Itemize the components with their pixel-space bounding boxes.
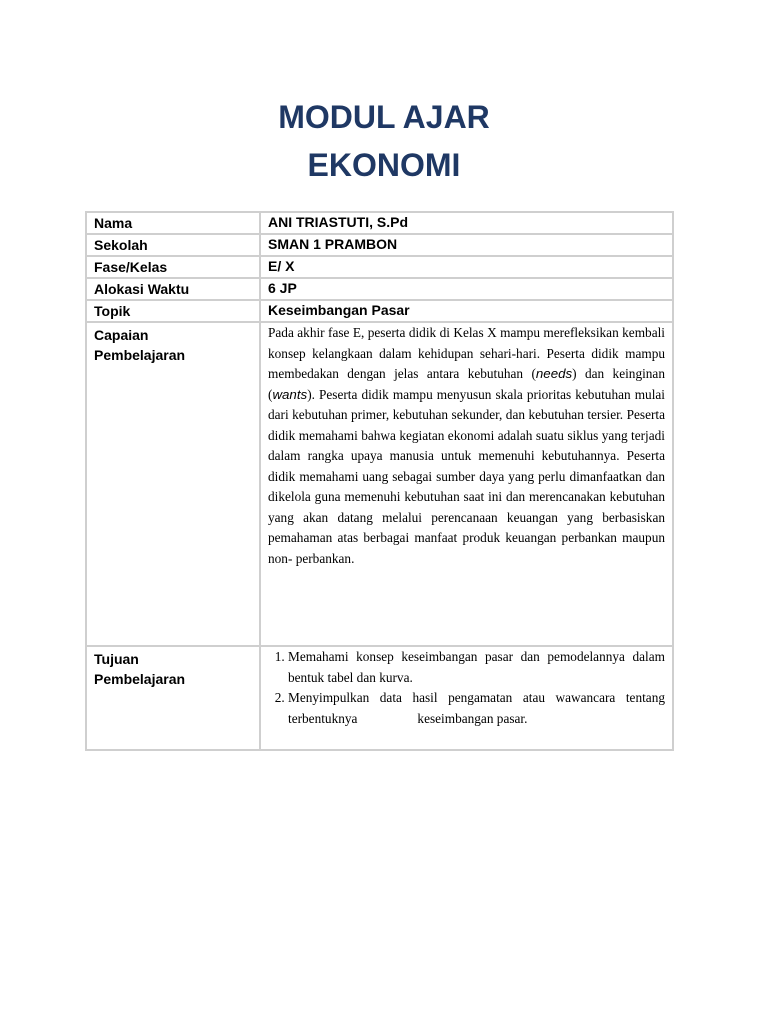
table-row-topik: [86, 300, 673, 322]
table-row-capaian: [86, 322, 673, 646]
label-topik: Topik: [86, 300, 260, 322]
label-tujuan-line1: Tujuan: [94, 651, 139, 667]
goal-item-1: 1. Memahami konsep keseimbangan pasar dan pemodelannya dalam bentuk tabel dan kurva.: [288, 647, 665, 688]
capaian-text-b: ) dan keinginan (: [268, 366, 665, 402]
goal-list: [268, 647, 665, 729]
document-title-line1: MODUL AJAR: [278, 99, 490, 135]
value-sekolah: SMAN 1 PRAMBON: [260, 234, 673, 256]
label-alokasi: Alokasi Waktu: [86, 278, 260, 300]
label-nama: Nama: [86, 212, 260, 234]
table-row-fase: [86, 256, 673, 278]
table-row-sekolah: [86, 234, 673, 256]
label-capaian-line1: Capaian: [94, 327, 149, 343]
value-alokasi: 6 JP: [260, 278, 673, 300]
capaian-text-a: Pada akhir fase E, peserta didik di Kelas X mampu merefleksikan kembali konsep kelangkaan dalam kehidupan sehari-hari. Peserta didik mampu membedakan dengan jelas antara kebutuhan (: [268, 325, 665, 381]
table-row-nama: [86, 212, 673, 234]
module-info-table: [85, 211, 674, 751]
label-capaian: [86, 322, 260, 646]
document-title-line2: EKONOMI: [307, 147, 461, 183]
value-topik: Keseimbangan Pasar: [260, 300, 673, 322]
goal-item-2-text: Menyimpulkan data hasil pengamatan atau wawancara tentang terbentuknya: [288, 690, 665, 726]
table-row-tujuan: [86, 646, 673, 750]
capaian-text-c: ). Peserta didik mampu menyusun skala prioritas kebutuhan mulai dari kebutuhan primer, kebutuhan sekunder, dan kebutuhan tersier. Peserta didik memahami bahwa kegiatan ekonomi adalah suatu siklus yang terjadi dalam rangka upaya manusia untuk memenuhi kebutuhannya. Peserta didik memahami uang sebagai sumber daya yang perlu dimanfaatkan dan dikelola guna memenuhi kebutuhan saat ini dan merencanakan kebutuhan yang akan datang melalui perencanaan keuangan yang berbasiskan pemahaman atas berbagai manfaat produk keuangan perbankan maupun non- perbankan.: [268, 386, 665, 566]
capaian-paragraph: [260, 322, 673, 646]
label-tujuan-line2: Pembelajaran: [94, 671, 186, 687]
table-row-alokasi: [86, 278, 673, 300]
label-fase: Fase/Kelas: [86, 256, 260, 278]
value-nama: ANI TRIASTUTI, S.Pd: [260, 212, 673, 234]
label-tujuan: [86, 646, 260, 750]
goal-item-2-tail: keseimbangan pasar.: [417, 710, 528, 726]
value-fase: E/ X: [260, 256, 673, 278]
goal-item-2: [288, 688, 665, 729]
label-capaian-line2: Pembelajaran: [94, 347, 186, 363]
label-sekolah: Sekolah: [86, 234, 260, 256]
capaian-wants-term: wants: [272, 386, 308, 402]
tujuan-goals: [260, 646, 673, 750]
capaian-needs-term: needs: [535, 366, 573, 381]
